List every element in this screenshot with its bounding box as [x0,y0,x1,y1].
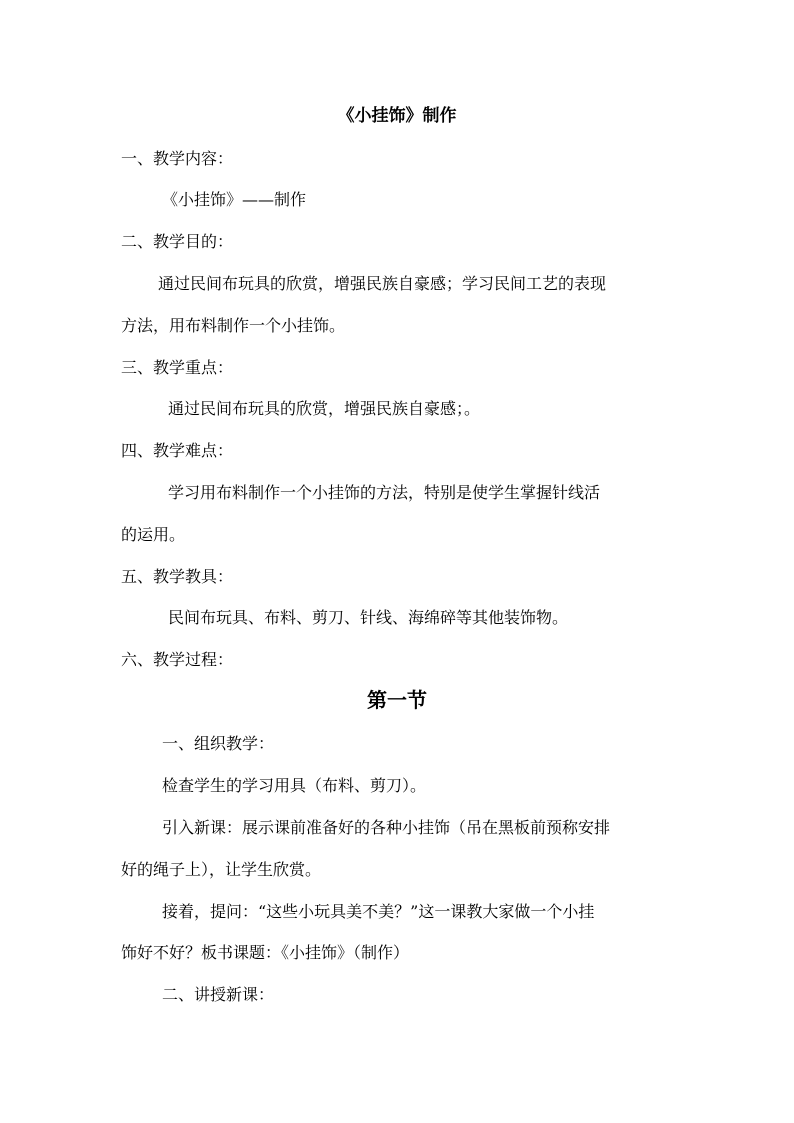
heading-teaching-tools: 五、教学教具： [121,567,234,586]
paragraph-line: 民间布玩具、布料、剪刀、针线、海绵碎等其他装饰物。 [168,608,569,627]
paragraph-line: 学习用布料制作一个小挂饰的方法，特别是使学生掌握针线活 [168,483,601,502]
heading-teaching-goal: 二、教学目的： [121,232,234,251]
subheading-organize: 一、组织教学： [162,734,275,753]
paragraph-line: 好的绳子上），让学生欣赏。 [121,860,322,879]
paragraph-line: 的运用。 [121,525,186,544]
heading-teaching-focus: 三、教学重点： [121,358,234,377]
section-title: 第一节 [367,688,427,712]
paragraph-line: 通过民间布玩具的欣赏，增强民族自豪感；。 [168,399,481,418]
subheading-new-lesson: 二、讲授新课： [162,985,275,1004]
paragraph-line: 接着，提问：“这些小玩具美不美？”这一课教大家做一个小挂 [162,902,595,921]
paragraph-line: 方法，用布料制作一个小挂饰。 [121,316,346,335]
paragraph-line: 《小挂饰》——制作 [162,190,307,209]
paragraph-line: 检查学生的学习用具（布料、剪刀）。 [162,776,427,795]
heading-teaching-difficulty: 四、教学难点： [121,441,234,460]
heading-teaching-content: 一、教学内容： [121,149,234,168]
paragraph-line: 引入新课：展示课前准备好的各种小挂饰（吊在黑板前预称安排 [162,818,611,837]
paragraph-line: 通过民间布玩具的欣赏，增强民族自豪感；学习民间工艺的表现 [158,274,607,293]
paragraph-line: 饰好不好？板书课题：《小挂饰》（制作） [121,943,410,962]
page-title: 《小挂饰》制作 [337,106,457,126]
heading-teaching-process: 六、教学过程： [121,650,234,669]
